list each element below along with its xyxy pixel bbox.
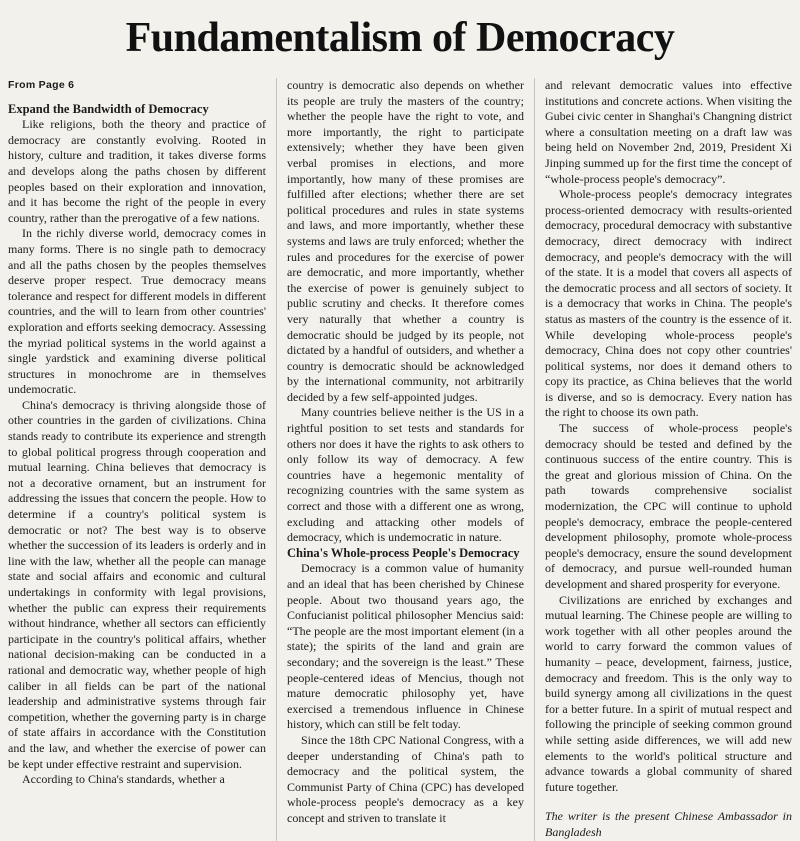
- column-2: [276, 78, 534, 841]
- paragraph: Civilizations are enriched by exchanges and mutual learning. The Chinese people are willing to work together with all other peoples around the world to carry forward the common values of humanity – peace, development, fairness, justice, democracy and freedom. This is the only way to build synergy among all civilizations in the quest for a better future. In a spirit of mutual respect and following the principle of seeking common ground while setting aside differences, we will add new elements to the world's political structure and advance towards a global community of shared future together.: [545, 592, 792, 794]
- paragraph: China's democracy is thriving alongside those of other countries in the garden of civilizations. China stands ready to contribute its experience and strength to global political progress through cooperation and mutual learning. China believes that democracy is not a decorative ornament, but an instrument for addressing the issues that concern the people. How to determine if a country's political system is democratic or not? The best way is to observe whether the succession of its leaders is orderly and in line with the law, whether all the people can manage state and social affairs and economic and cultural undertakings in conformity with legal provisions, whether the public can express their requirements without hindrance, whether all sectors can efficiently participate in the country's political affairs, whether national decision-making can be conducted in a rational and democratic way, whether people of high caliber in all fields can be part of the national leadership and administrative systems through fair competition, whether the governing party is in charge of state affairs in accordance with the Constitution and the law, and whether the exercise of power can be kept under effective restraint and supervision.: [8, 397, 266, 771]
- paragraph: Like religions, both the theory and practice of democracy are constantly evolving. Rooted in history, culture and tradition, it takes diverse forms and develops along the paths chosen by different peoples based on their exploration and innovation, and it has become the right of the people in every country, rather than the prerogative of a few nations.: [8, 117, 266, 225]
- paragraph: In the richly diverse world, democracy comes in many forms. There is no single path to democracy and all the paths chosen by the peoples themselves deserve proper respect. True democracy means tolerance and respect for different models in different countries, and the will to learn from other countries' exploration and efforts seeking democracy. Assessing the myriad political systems in the world against a single yardstick and examining diverse political structures in monochrome are in themselves undemocratic.: [8, 226, 266, 397]
- paragraph: Many countries believe neither is the US in a rightful position to set tests and standards for others nor does it have the rights to ask others to only follow its way of democracy. A few countries have a hegemonic mentality of recognizing countries with the same system as correct and those with a different one as wrong, excluding and attacking other models of democracy, which is undemocratic in nature.: [287, 405, 524, 545]
- section-heading: Expand the Bandwidth of Democracy: [8, 101, 209, 116]
- headline: Fundamentalism of Democracy: [125, 15, 675, 61]
- paragraph: and relevant democratic values into effective institutions and concrete actions. When visiting the Gubei civic center in Shanghai's Changning district where a consultation meeting on a draft law was being held on November 2nd, 2019, President Xi Jinping summed up for the first time the concept of “whole-process people's democracy”.: [545, 78, 792, 186]
- article-columns: [8, 78, 792, 841]
- paragraph: Whole-process people's democracy integrates process-oriented democracy with results-oriented democracy, procedural democracy with substantive democracy, direct democracy with indirect democracy, and people's democracy with the will of the state. It is a model that covers all aspects of the democratic process and all sectors of society. It is a democracy that works in China. The people's status as masters of the country is the essence of it. While developing whole-process people's democracy, China does not copy other countries' political systems, nor does it demand others to copy its practice, as China believes that the world is diverse, and so is democracy. Every nation has the right to choose its own path.: [545, 187, 792, 420]
- paragraph: Since the 18th CPC National Congress, with a deeper understanding of China's path to democracy and the political system, the Communist Party of China (CPC) has developed whole-process people's democracy as a key concept and striven to translate it: [287, 732, 524, 825]
- paragraph: The success of whole-process people's democracy should be tested and defined by the continuous success of the entire country. This is the great and glorious mission of China. On the path towards comprehensive socialist modernization, the CPC will continue to uphold people's democracy, embrace the people-centered development philosophy, promote whole-process people's democracy, ensure the sound development of democracy, and pursue well-rounded human development and shared prosperity for everyone.: [545, 421, 792, 591]
- column-1: [8, 78, 276, 841]
- paragraph: Democracy is a common value of humanity and an ideal that has been cherished by Chinese people. About two thousand years ago, the Confucianist political philosopher Mencius said: “The people are the most important element (in a state); the spirits of the land and grain are secondary; and the sovereign is the least.” These people-centered ideas of Mencius, though not mature democratic philosophy yet, have exercised a tremendous influence in Chinese history, which can still be felt today.: [287, 561, 524, 732]
- section-heading: China's Whole-process People's Democracy: [287, 545, 520, 560]
- column-3: [534, 78, 792, 841]
- from-page-label: From Page 6: [8, 79, 75, 91]
- author-byline: The writer is the present Chinese Ambassador in Bangladesh: [545, 809, 792, 839]
- paragraph: According to China's standards, whether a: [22, 772, 225, 787]
- paragraph: country is democratic also depends on whether its people are truly the masters of the country; whether the people have the right to vote, and more importantly, the right to participate extensively; whether they have been given verbal promises in elections, and more importantly, how many of these promises are fulfilled after elections; whether there are set political procedures and rules in state systems and laws, and more importantly, whether these systems and laws are truly enforced; whether the rules and procedures for the exercise of power are democratic, and more importantly, whether the exercise of power is genuinely subject to public scrutiny and checks. It therefore comes very naturally that whether a country is democratic should be judged by its people, not dictated by a handful of outsiders, and whether a country is democratic should be acknowledged by the international community, not arbitrarily decided by a few self-appointed judges.: [287, 78, 524, 404]
